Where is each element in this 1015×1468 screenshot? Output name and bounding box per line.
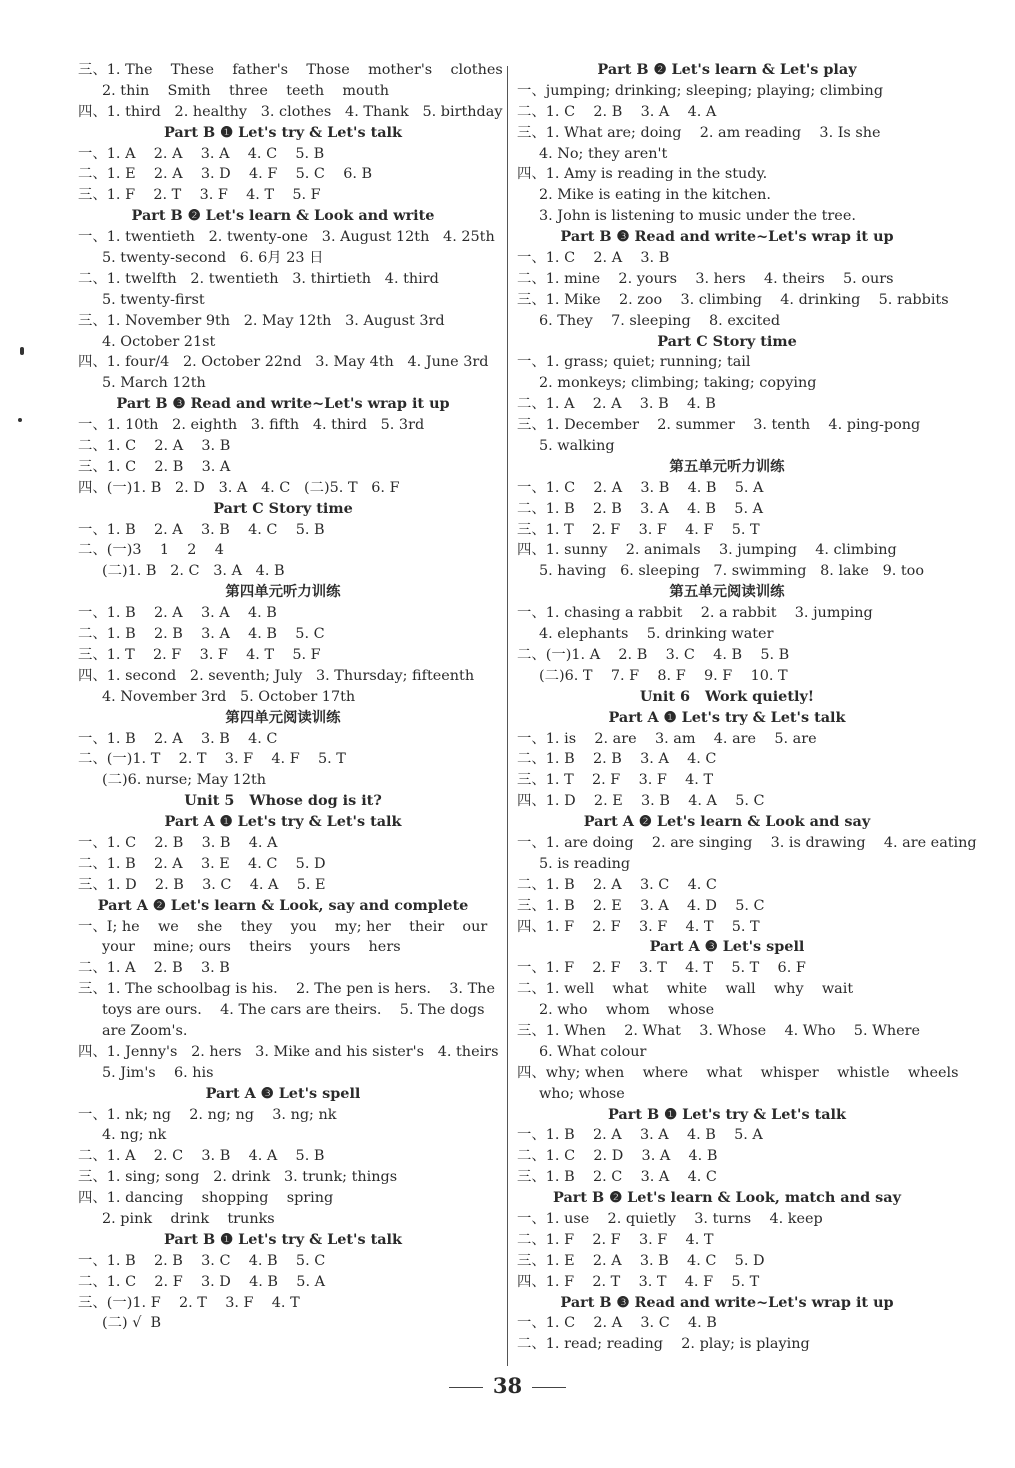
answer-line: 一、1. B 2. B 3. C 4. B 5. C: [78, 1252, 326, 1269]
answer-line: 四、1. dancing shopping spring: [78, 1190, 334, 1207]
answer-line: 三、1. December 2. summer 3. tenth 4. ping-pong: [517, 417, 921, 434]
answer-line: 4. elephants 5. drinking water: [539, 626, 774, 643]
section-heading: 第四单元听力训练: [225, 583, 341, 601]
answer-line: 二、1. C 2. B 3. A 4. A: [517, 103, 717, 120]
answer-line: 3. John is listening to music under the tree.: [539, 208, 856, 225]
answer-line: 三、1. B 2. E 3. A 4. D 5. C: [517, 897, 765, 914]
answer-line: 三、(一)1. F 2. T 3. F 4. T: [78, 1294, 300, 1311]
page-number: 38: [0, 1373, 1015, 1398]
answer-line: (二)1. B 2. C 3. A 4. B: [102, 563, 285, 580]
answer-line: 5. twenty-second 6. 6月 23 日: [102, 250, 324, 267]
answer-line: 二、1. C 2. F 3. D 4. B 5. A: [78, 1273, 325, 1290]
answer-line: 二、(一)1. A 2. B 3. C 4. B 5. B: [517, 646, 790, 663]
section-heading: 第五单元阅读训练: [669, 583, 785, 601]
answer-line: 二、1. B 2. B 3. A 4. B 5. A: [517, 500, 764, 517]
answer-line: 2. Mike is eating in the kitchen.: [539, 187, 771, 204]
answer-line: 4. No; they aren't: [539, 145, 668, 162]
answer-line: 三、1. When 2. What 3. Whose 4. Who 5. Where: [517, 1022, 921, 1039]
answer-line: 2. monkeys; climbing; taking; copying: [539, 375, 817, 392]
section-heading: 第四单元阅读训练: [225, 708, 341, 726]
answer-line: 三、1. November 9th 2. May 12th 3. August 3rd: [78, 312, 445, 329]
section-heading: 第五单元听力训练: [669, 457, 785, 475]
answer-line: 二、1. F 2. F 3. F 4. T: [517, 1231, 714, 1248]
answer-line: 一、1. 10th 2. eighth 3. fifth 4. third 5. 3rd: [78, 417, 425, 434]
answer-line: (二)6. nurse; May 12th: [102, 772, 267, 789]
answer-line: 4. ng; nk: [102, 1127, 167, 1144]
section-heading: Part B ❶ Let's try & Let's talk: [164, 123, 402, 141]
answer-line: 三、1. T 2. F 3. F 4. F 5. T: [517, 521, 760, 538]
answer-line: 二、1. E 2. A 3. D 4. F 5. C 6. B: [78, 166, 373, 183]
section-heading: Unit 5 Whose dog is it?: [184, 792, 382, 810]
answer-line: 4. October 21st: [102, 333, 216, 350]
answer-line: 四、1. Jenny's 2. hers 3. Mike and his sister's 4. theirs: [78, 1043, 499, 1060]
answer-line: 二、1. A 2. B 3. B: [78, 960, 230, 977]
answer-line: 5. Jim's 6. his: [102, 1064, 214, 1081]
answer-line: your mine; ours theirs yours hers: [102, 939, 401, 956]
answer-line: 一、I; he we she they you my; her their our: [78, 918, 488, 935]
answer-line: 二、(一)3 1 2 4: [78, 542, 224, 559]
answer-line: 四、1. Amy is reading in the study.: [517, 166, 768, 183]
section-heading: Part B ❶ Let's try & Let's talk: [608, 1105, 846, 1123]
scan-mark: [20, 347, 24, 355]
answer-line: toys are ours. 4. The cars are theirs. 5. The dogs: [102, 1002, 485, 1019]
answer-line: 一、1. are doing 2. are singing 3. is drawing 4. are eating: [517, 834, 977, 851]
answer-line: 三、1. B 2. C 3. A 4. C: [517, 1169, 717, 1186]
answer-line: 一、1. B 2. A 3. A 4. B: [78, 605, 277, 622]
answer-line: 二、1. read; reading 2. play; is playing: [517, 1336, 810, 1353]
answer-line: 四、why; when where what whisper whistle wheels: [517, 1064, 959, 1081]
answer-line: 二、1. B 2. B 3. A 4. C: [517, 751, 717, 768]
answer-line: 二、1. well what white wall why wait: [517, 981, 854, 998]
answer-line: 2. thin Smith three teeth mouth: [102, 82, 390, 99]
section-heading: Part A ❸ Let's spell: [649, 938, 805, 956]
answer-line: 三、1. E 2. A 3. B 4. C 5. D: [517, 1252, 765, 1269]
answer-line: 四、1. four/4 2. October 22nd 3. May 4th 4. June 3rd: [78, 354, 489, 371]
answer-line: 四、1. D 2. E 3. B 4. A 5. C: [517, 793, 765, 810]
answer-line: 二、1. A 2. A 3. B 4. B: [517, 396, 716, 413]
answer-line: who; whose: [539, 1085, 625, 1102]
answer-line: 四、1. F 2. T 3. T 4. F 5. T: [517, 1273, 760, 1290]
answer-line: 5. is reading: [539, 855, 631, 872]
answer-line: 二、1. C 2. A 3. B: [78, 438, 231, 455]
answer-column-right: [517, 60, 977, 1355]
answer-line: 三、1. sing; song 2. drink 3. trunk; things: [78, 1169, 398, 1186]
answer-line: 一、jumping; drinking; sleeping; playing; climbing: [517, 82, 884, 99]
answer-line: 一、1. nk; ng 2. ng; ng 3. ng; nk: [78, 1106, 337, 1123]
answer-line: 一、1. B 2. A 3. A 4. B 5. A: [517, 1127, 763, 1144]
column-divider: [507, 66, 508, 1366]
answer-line: 一、1. C 2. A 3. C 4. B: [517, 1315, 717, 1332]
answer-line: 二、1. C 2. D 3. A 4. B: [517, 1148, 718, 1165]
answer-line: (二)6. T 7. F 8. F 9. F 10. T: [539, 667, 788, 684]
answer-line: 一、1. grass; quiet; running; tail: [517, 354, 751, 371]
answer-line: 一、1. B 2. A 3. B 4. C 5. B: [78, 521, 325, 538]
section-heading: Part B ❷ Let's learn & Let's play: [597, 61, 857, 78]
answer-line: 三、1. C 2. B 3. A: [78, 458, 231, 475]
section-heading: Part B ❸ Read and write~Let's wrap it up: [560, 228, 894, 246]
answer-line: 三、1. The schoolbag is his. 2. The pen is hers. 3. The: [78, 981, 495, 998]
answer-line: (二) √ B: [102, 1315, 162, 1332]
answer-line: 四、1. second 2. seventh; July 3. Thursday; fifteenth: [78, 667, 475, 684]
answer-line: 二、1. twelfth 2. twentieth 3. thirtieth 4. third: [78, 270, 439, 287]
answer-line: 5. walking: [539, 438, 615, 455]
section-heading: Part A ❸ Let's spell: [205, 1084, 361, 1102]
answer-line: 一、1. C 2. A 3. B: [517, 250, 670, 267]
answer-line: 二、1. A 2. C 3. B 4. A 5. B: [78, 1148, 325, 1165]
answer-line: 4. November 3rd 5. October 17th: [102, 688, 356, 705]
answer-line: 5. having 6. sleeping 7. swimming 8. lake 9. too: [539, 563, 924, 580]
answer-line: 三、1. T 2. F 3. F 4. T: [517, 772, 714, 789]
section-heading: Part C Story time: [657, 332, 797, 350]
answer-line: 三、1. T 2. F 3. F 4. T 5. F: [78, 646, 321, 663]
answer-line: 四、(一)1. B 2. D 3. A 4. C (二)5. T 6. F: [78, 479, 400, 496]
answer-line: 四、1. F 2. F 3. F 4. T 5. T: [517, 918, 760, 935]
answer-line: 一、1. is 2. are 3. am 4. are 5. are: [517, 730, 817, 747]
answer-line: 二、1. B 2. A 3. C 4. C: [517, 876, 717, 893]
section-heading: Part A ❶ Let's try & Let's talk: [608, 708, 846, 726]
section-heading: Part B ❷ Let's learn & Look and write: [131, 207, 435, 225]
answer-line: 四、1. sunny 2. animals 3. jumping 4. climbing: [517, 542, 897, 559]
answer-line: 5. March 12th: [102, 375, 206, 392]
answer-line: 三、1. D 2. B 3. C 4. A 5. E: [78, 876, 326, 893]
answer-line: 三、1. Mike 2. zoo 3. climbing 4. drinking 5. rabbits: [517, 291, 949, 308]
answer-line: 5. twenty-first: [102, 291, 205, 308]
scan-mark: [18, 418, 22, 422]
answer-line: 三、1. What are; doing 2. am reading 3. Is she: [517, 124, 881, 141]
answer-line: 三、1. The These father's Those mother's clothes: [78, 62, 503, 78]
answer-line: 四、1. third 2. healthy 3. clothes 4. Thank 5. birthday: [78, 103, 503, 120]
answer-line: 二、1. B 2. A 3. E 4. C 5. D: [78, 855, 326, 872]
answer-line: 二、(一)1. T 2. T 3. F 4. F 5. T: [78, 751, 346, 768]
answer-line: 二、1. B 2. B 3. A 4. B 5. C: [78, 626, 325, 643]
section-heading: Unit 6 Work quietly!: [639, 687, 815, 705]
answer-line: 一、1. use 2. quietly 3. turns 4. keep: [517, 1210, 823, 1227]
section-heading: Part A ❷ Let's learn & Look and say: [583, 813, 871, 831]
section-heading: Part C Story time: [213, 499, 353, 517]
answer-line: 一、1. C 2. B 3. B 4. A: [78, 834, 278, 851]
section-heading: Part B ❸ Read and write~Let's wrap it up: [560, 1293, 894, 1311]
answer-line: 三、1. F 2. T 3. F 4. T 5. F: [78, 187, 321, 204]
answer-line: 一、1. C 2. A 3. B 4. B 5. A: [517, 479, 764, 496]
answer-line: 6. They 7. sleeping 8. excited: [539, 312, 781, 329]
answer-line: 一、1. B 2. A 3. B 4. C: [78, 730, 278, 747]
section-heading: Part A ❶ Let's try & Let's talk: [164, 813, 402, 831]
answer-line: 一、1. twentieth 2. twenty-one 3. August 12th 4. 25th: [78, 229, 495, 246]
answer-column-left: [78, 60, 503, 1334]
answer-line: 一、1. chasing a rabbit 2. a rabbit 3. jumping: [517, 605, 873, 622]
answer-line: 一、1. F 2. F 3. T 4. T 5. T 6. F: [517, 960, 806, 977]
answer-line: 2. pink drink trunks: [102, 1210, 275, 1227]
section-heading: Part B ❶ Let's try & Let's talk: [164, 1230, 402, 1248]
answer-line: 6. What colour: [539, 1043, 647, 1060]
answer-line: 2. who whom whose: [539, 1002, 715, 1019]
section-heading: Part B ❷ Let's learn & Look, match and say: [553, 1189, 901, 1207]
section-heading: Part B ❸ Read and write~Let's wrap it up: [116, 395, 450, 413]
answer-line: 二、1. mine 2. yours 3. hers 4. theirs 5. ours: [517, 270, 894, 287]
answer-line: are Zoom's.: [102, 1022, 188, 1039]
answer-line: 一、1. A 2. A 3. A 4. C 5. B: [78, 145, 325, 162]
section-heading: Part A ❷ Let's learn & Look, say and complete: [97, 896, 469, 914]
